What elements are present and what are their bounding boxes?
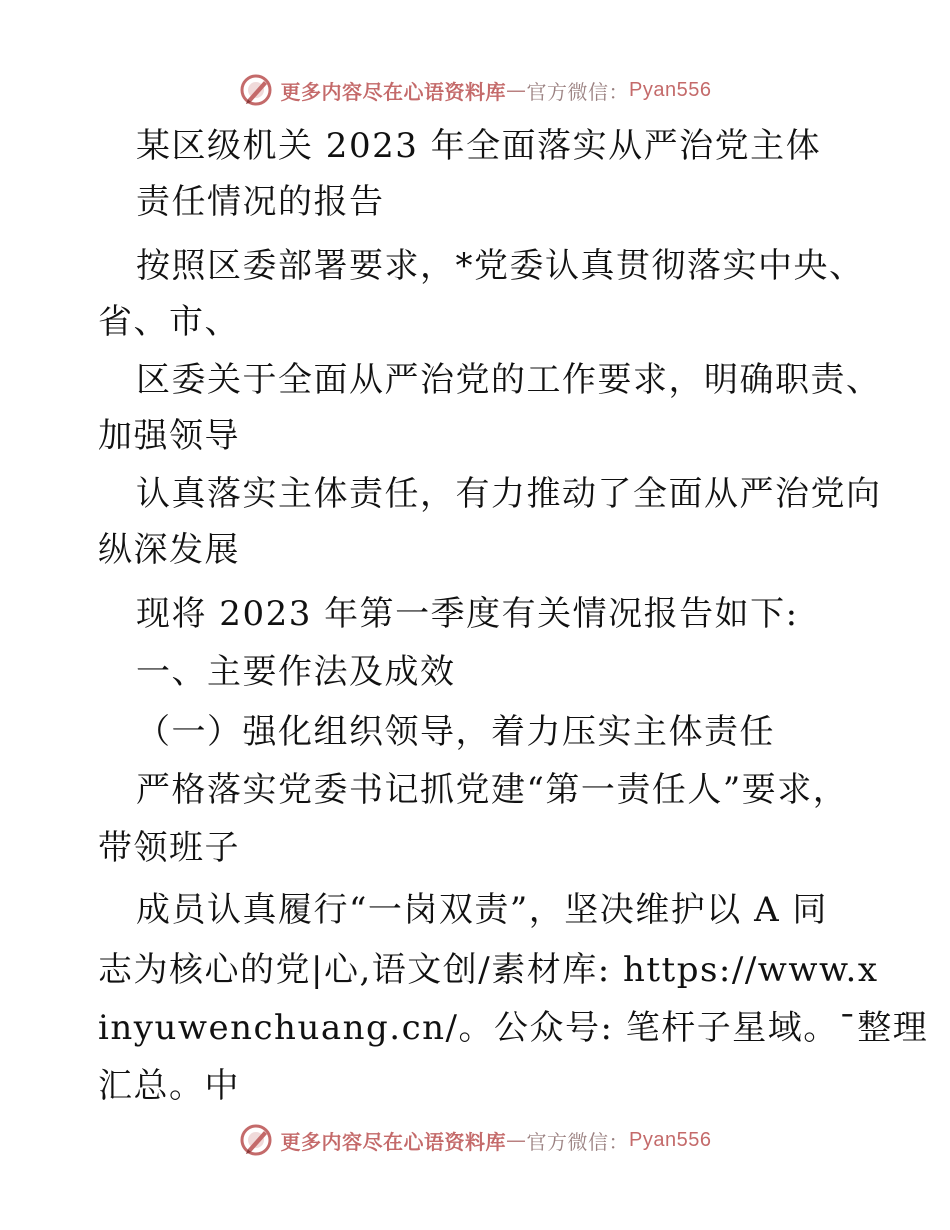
doc-paragraph-line: 加强领导	[98, 416, 240, 456]
doc-title-line-1: 某区级机关 2023 年全面落实从严治党主体	[136, 126, 822, 166]
doc-paragraph-line: 区委关于全面从严治党的工作要求，明确职责、	[136, 360, 882, 400]
watermark-id: Pyan556	[629, 1128, 712, 1151]
doc-paragraph-line: 志为核心的党|心,语文创/素材库: https://www.x	[98, 950, 879, 990]
doc-paragraph-line: 成员认真履行“一岗双责”，坚决维护以 A 同	[136, 890, 828, 930]
watermark-id: Pyan556	[629, 78, 712, 101]
doc-paragraph-line: 带领班子	[98, 828, 240, 868]
header-watermark	[0, 70, 950, 110]
doc-paragraph-line: 严格落实党委书记抓党建“第一责任人”要求，	[136, 770, 849, 810]
doc-paragraph-line: 认真落实主体责任，有力推动了全面从严治党向	[136, 474, 882, 514]
watermark-dash: —	[506, 1128, 527, 1152]
doc-paragraph-line: 汇总。中	[98, 1066, 240, 1106]
doc-title-line-2: 责任情况的报告	[136, 182, 385, 222]
watermark-text	[281, 76, 712, 105]
watermark-dash: —	[506, 78, 527, 102]
watermark-main: 更多内容尽在心语资料库	[280, 1129, 507, 1154]
watermark-text	[281, 1126, 712, 1155]
watermark-main: 更多内容尽在心语资料库	[280, 79, 507, 104]
doc-section-heading: 一、主要作法及成效	[136, 652, 456, 692]
watermark-official: 官方微信：	[526, 1129, 630, 1154]
doc-paragraph-line: inyuwenchuang.cn/。公众号: 笔杆子星域。¯整理	[98, 1008, 929, 1048]
watermark-official: 官方微信：	[526, 79, 630, 104]
footer-watermark	[0, 1120, 950, 1160]
doc-subsection-heading: （一）强化组织领导，着力压实主体责任	[136, 712, 775, 752]
doc-paragraph-line: 现将 2023 年第一季度有关情况报告如下:	[136, 594, 799, 634]
pen-logo-icon	[239, 73, 273, 107]
pen-logo-icon	[239, 1123, 273, 1157]
doc-paragraph-line: 省、市、	[98, 302, 240, 342]
doc-paragraph-line: 按照区委部署要求，*党委认真贯彻落实中央、	[136, 246, 865, 286]
doc-paragraph-line: 纵深发展	[98, 530, 240, 570]
